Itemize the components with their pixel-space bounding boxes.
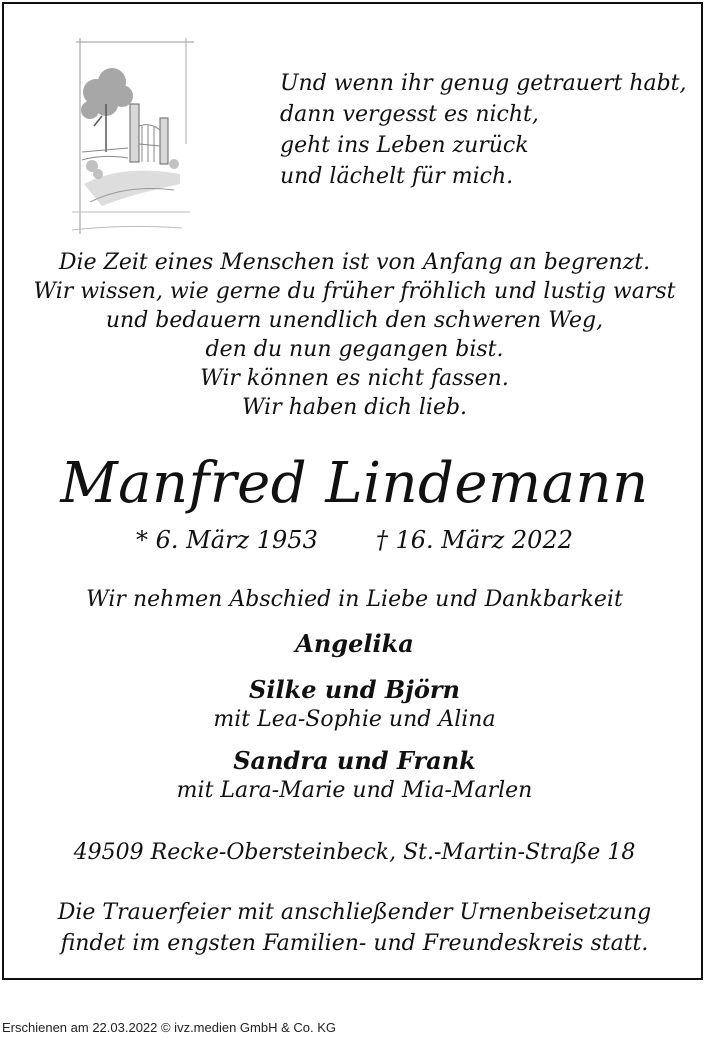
poem-line: Und wenn ihr genug getrauert habt, [280,71,687,96]
life-dates [4,522,705,558]
family-member-names: Silke und Björn [249,675,460,704]
garden-gate-illustration [62,34,202,244]
opening-poem [280,68,687,192]
deceased-name: Manfred Lindemann [60,451,649,516]
family-member-names: Sandra und Frank [233,746,476,775]
poem-line: und lächelt für mich. [280,164,514,189]
publication-footer: Erschienen am 22.03.2022 © ivz.medien GmbH & Co. KG [2,1020,337,1035]
funeral-service-note [4,897,705,959]
family-address: 49509 Recke-Obersteinbeck, St.-Martin-Straße 18 [73,840,636,865]
obituary-frame [2,2,703,980]
birth-date: * 6. März 1953 [135,526,318,554]
death-date: † 16. März 2022 [375,526,573,554]
service-line: findet im engsten Familien- und Freundeskreis statt. [60,931,649,956]
poem-line: geht ins Leben zurück [280,133,529,158]
verse-line: Wir haben dich lieb. [241,395,468,420]
family-member-children: mit Lara-Marie und Mia-Marlen [176,778,533,803]
verse-line: und bedauern unendlich den schweren Weg, [105,308,604,333]
poem-line: dann vergesst es nicht, [280,102,539,127]
verse-line: den du nun gegangen bist. [205,337,504,362]
family-member-names: Angelika [295,629,414,658]
memorial-verse [4,248,705,422]
farewell-line: Wir nehmen Abschied in Liebe und Dankbarkeit [86,587,623,612]
verse-line: Wir wissen, wie gerne du früher fröhlich und lustig warst [33,279,676,304]
verse-line: Wir können es nicht fassen. [200,366,509,391]
service-line: Die Trauerfeier mit anschließender Urnenbeisetzung [57,900,652,925]
family-member-children: mit Lea-Sophie und Alina [213,707,496,732]
verse-line: Die Zeit eines Menschen ist von Anfang an begrenzt. [58,250,651,275]
